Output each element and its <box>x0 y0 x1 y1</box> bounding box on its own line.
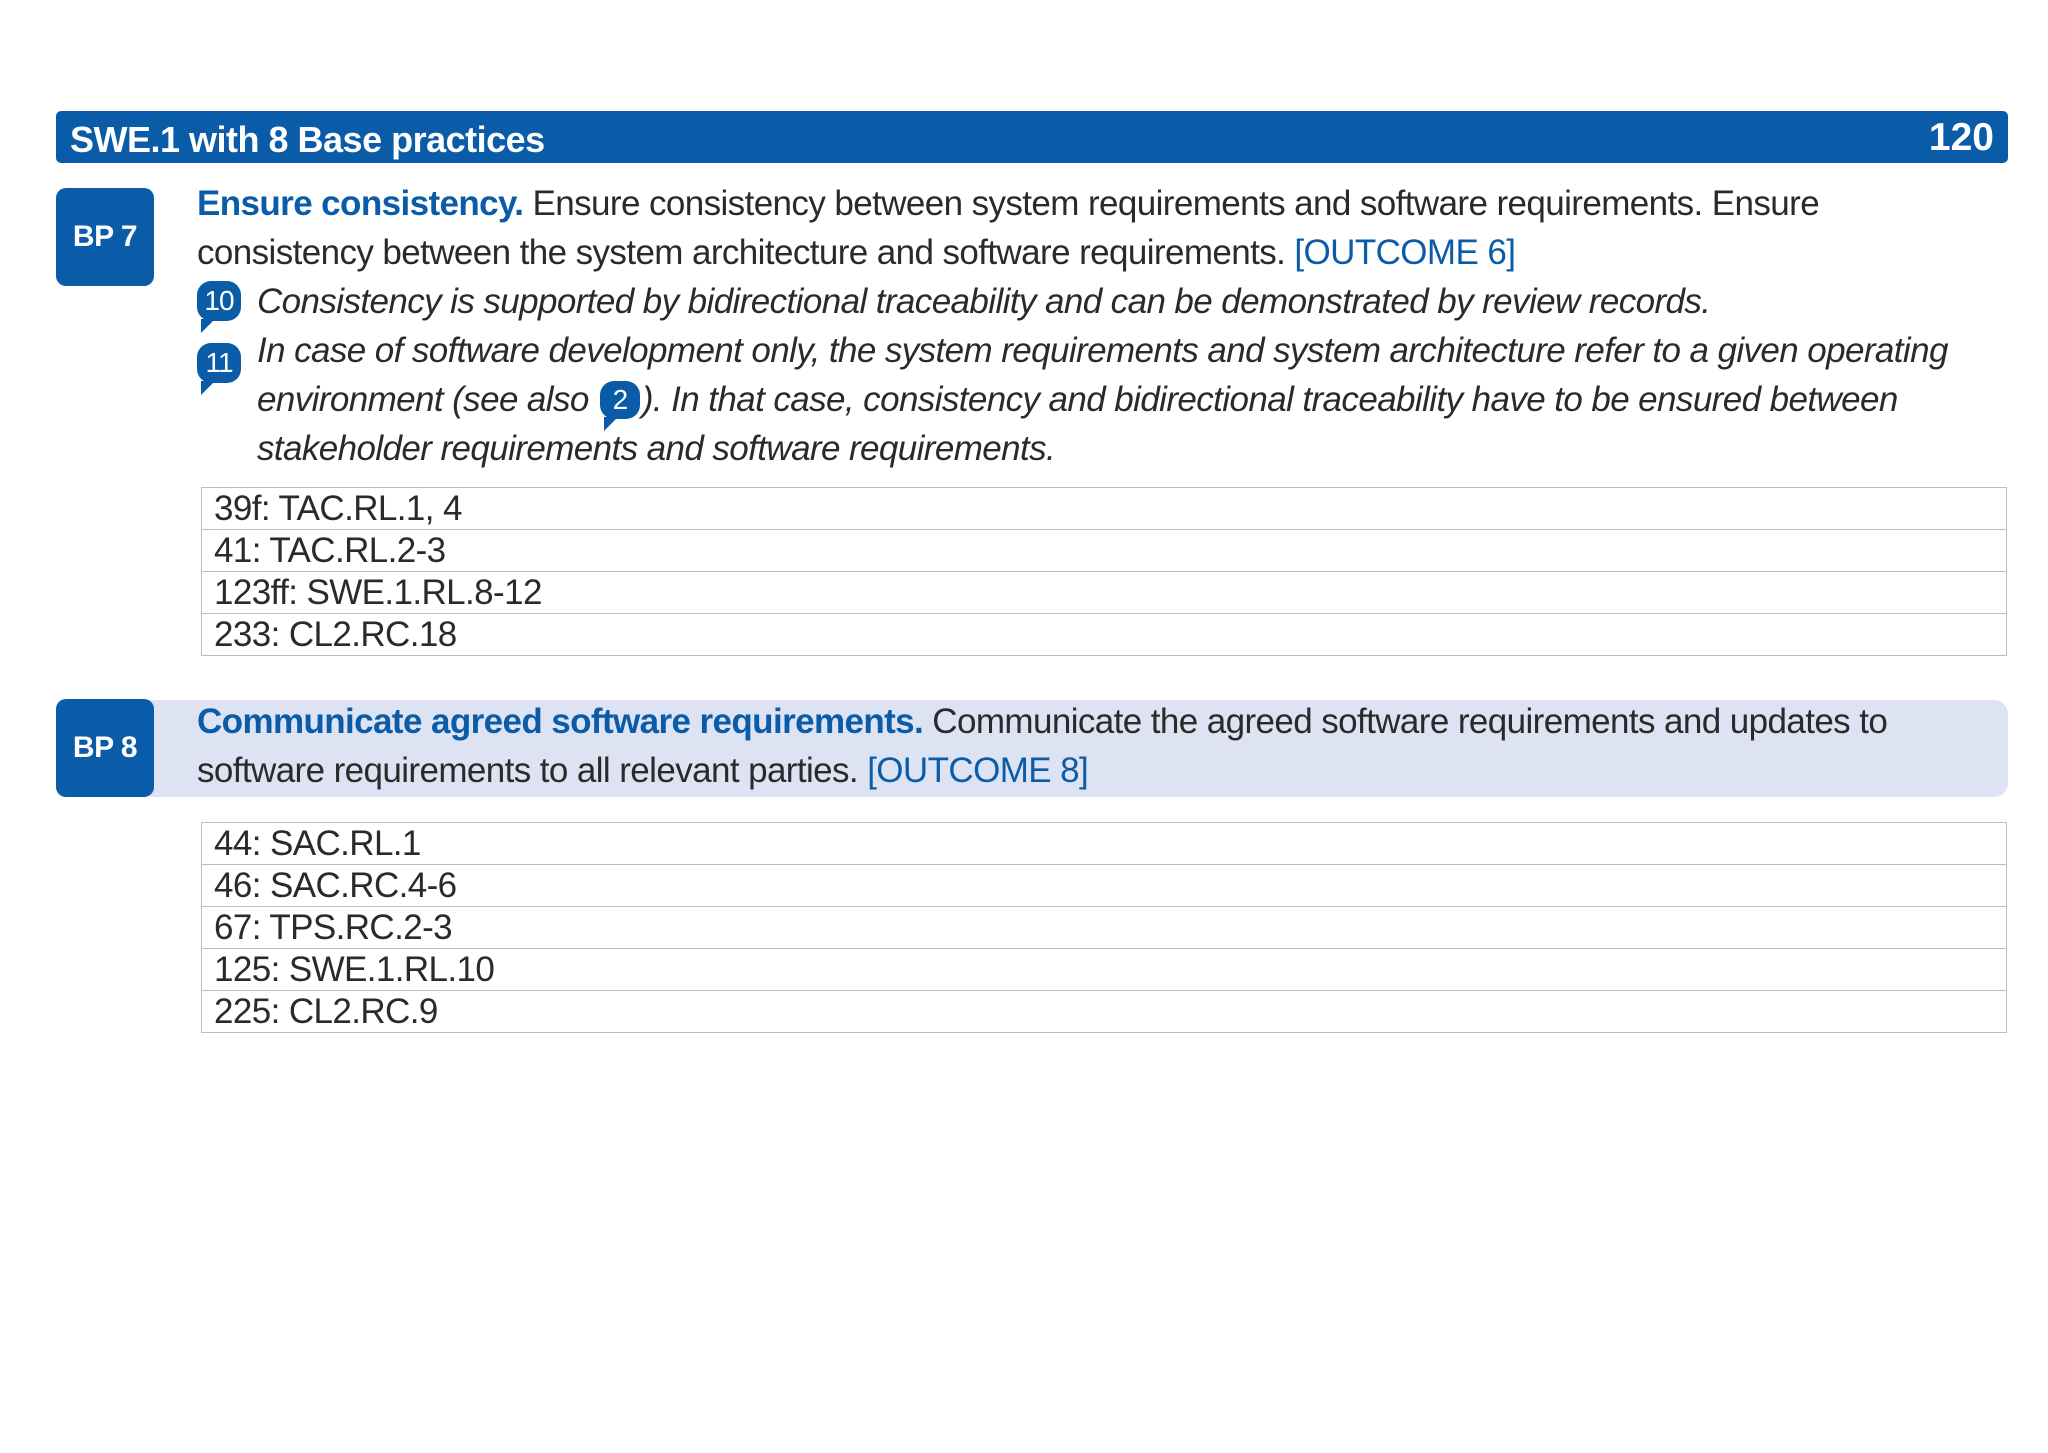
bp7-references-table <box>201 487 2007 656</box>
table-row <box>202 614 2007 656</box>
reference-cell[interactable]: 46: SAC.RC.4-6 <box>202 865 2007 907</box>
reference-cell[interactable]: 67: TPS.RC.2-3 <box>202 907 2007 949</box>
reference-cell[interactable]: 225: CL2.RC.9 <box>202 991 2007 1033</box>
table-row <box>202 865 2007 907</box>
table-row <box>202 530 2007 572</box>
table-row <box>202 823 2007 865</box>
reference-cell[interactable]: 125: SWE.1.RL.10 <box>202 949 2007 991</box>
speech-bubble-number-icon[interactable]: 10 <box>197 281 241 321</box>
section-header <box>56 111 2008 163</box>
bp7-badge: BP 7 <box>56 188 154 286</box>
note-11-text-after: ). In that case, consistency and bidirectional traceability have to be ensured between stakeholder requirements and software requirements. <box>257 380 1898 468</box>
bp7-description <box>197 179 1987 277</box>
table-row <box>202 488 2007 530</box>
speech-bubble-number-icon[interactable]: 11 <box>197 343 241 383</box>
bp7-text: Ensure consistency between system requirements and software requirements. Ensure consistency between the system architecture and software requirements. <box>197 184 1820 272</box>
reference-cell[interactable]: 233: CL2.RC.18 <box>202 614 2007 656</box>
reference-cell[interactable]: 123ff: SWE.1.RL.8-12 <box>202 572 2007 614</box>
reference-cell[interactable]: 39f: TAC.RL.1, 4 <box>202 488 2007 530</box>
note-11 <box>197 326 1997 473</box>
reference-cell[interactable]: 41: TAC.RL.2-3 <box>202 530 2007 572</box>
bp7-title: Ensure consistency. <box>197 184 524 223</box>
table-row <box>202 991 2007 1033</box>
table-row <box>202 907 2007 949</box>
bp8-text: Communicate the agreed software requirements and updates to software requirements to all relevant parties. <box>197 702 1888 790</box>
speech-bubble-number-icon[interactable]: 2 <box>600 381 640 419</box>
reference-cell[interactable]: 44: SAC.RL.1 <box>202 823 2007 865</box>
table-row <box>202 572 2007 614</box>
note-11-text <box>257 326 1997 473</box>
page-number: 120 <box>1928 116 1994 159</box>
note-11-text-before: In case of software development only, the system requirements and system architecture refer to a given operating environment (see also <box>257 331 1948 419</box>
table-row <box>202 949 2007 991</box>
bp8-outcome-link[interactable]: [OUTCOME 8] <box>867 751 1089 790</box>
section-title: SWE.1 with 8 Base practices <box>70 119 545 160</box>
bp7-outcome-link[interactable]: [OUTCOME 6] <box>1294 233 1516 272</box>
bp8-description <box>197 697 1987 795</box>
note-10-text: Consistency is supported by bidirectional traceability and can be demonstrated by review records. <box>257 282 1711 321</box>
bp8-references-table <box>201 822 2007 1033</box>
bp8-badge: BP 8 <box>56 699 154 797</box>
bp8-title: Communicate agreed software requirements. <box>197 702 924 741</box>
note-10 <box>197 277 1997 326</box>
